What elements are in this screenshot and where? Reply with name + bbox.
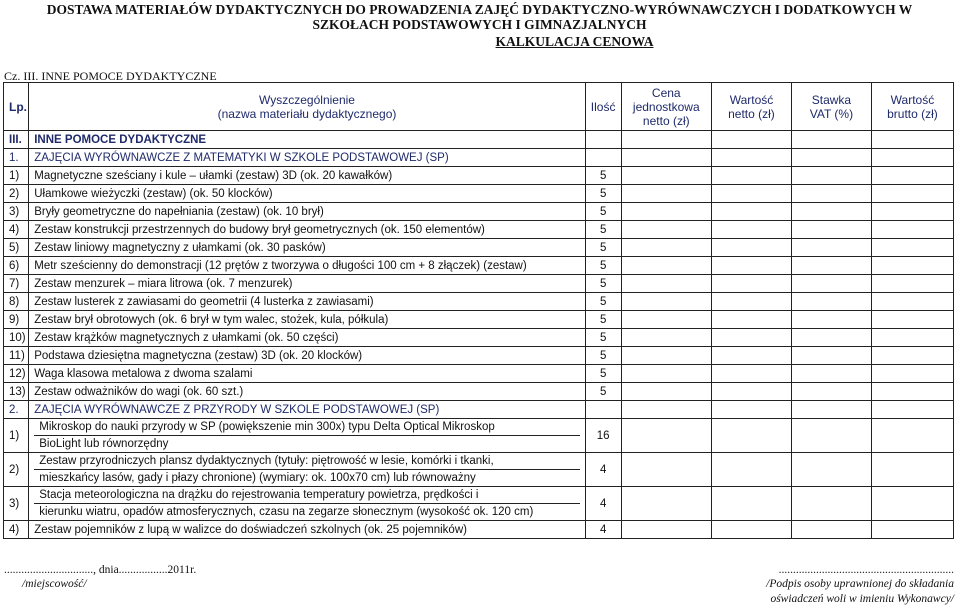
item-name: Ułamkowe wieżyczki (zestaw) (ok. 50 klocków) — [29, 185, 586, 203]
item-name-line2: BioLight lub równorzędny — [34, 435, 580, 452]
empty-cell — [871, 487, 953, 521]
table-row — [4, 419, 954, 453]
empty-cell — [871, 329, 953, 347]
empty-cell — [791, 167, 871, 185]
item-qty: 4 — [585, 453, 621, 487]
empty-cell — [712, 311, 792, 329]
item-name: Zestaw liniowy magnetyczny z ułamkami (ok. 30 pasków) — [29, 239, 586, 257]
empty-cell — [712, 239, 792, 257]
sub1-name: ZAJĘCIA WYRÓWNAWCZE Z MATEMATYKI W SZKOLE PODSTAWOWEJ (SP) — [29, 149, 586, 167]
item-lp: 2) — [4, 185, 29, 203]
empty-cell — [871, 131, 953, 149]
col-price-header-line2: jednostkowa — [632, 99, 700, 114]
item-lp: 13) — [4, 383, 29, 401]
item-lp: 12) — [4, 365, 29, 383]
group-row — [4, 131, 954, 149]
item-name: Zestaw pojemników z lupą w walizce do doświadczeń szkolnych (ok. 25 pojemników) — [29, 521, 586, 539]
empty-cell — [791, 453, 871, 487]
item-name: Bryły geometryczne do napełniania (zestaw) (ok. 10 brył) — [29, 203, 586, 221]
empty-cell — [621, 347, 711, 365]
doc-title-line2: SZKOŁACH PODSTAWOWYCH I GIMNAZJALNYCH — [312, 17, 647, 32]
table-row — [4, 203, 954, 221]
col-gross-header-line2: brutto (zł) — [887, 106, 938, 121]
empty-cell — [621, 453, 711, 487]
empty-cell — [791, 383, 871, 401]
empty-cell — [621, 521, 711, 539]
item-qty: 5 — [585, 239, 621, 257]
empty-cell — [712, 487, 792, 521]
table-row — [4, 453, 954, 487]
item-name — [29, 487, 586, 521]
subsection-row — [4, 149, 954, 167]
item-qty: 5 — [585, 185, 621, 203]
item-lp: 8) — [4, 293, 29, 311]
item-name-line1: Zestaw przyrodniczych plansz dydaktycznych (tytuły: piętrowość w lesie, komórki i tkanki, — [39, 455, 494, 467]
empty-cell — [791, 149, 871, 167]
empty-cell — [621, 149, 711, 167]
item-qty: 5 — [585, 293, 621, 311]
empty-cell — [871, 521, 953, 539]
empty-cell — [585, 401, 621, 419]
item-lp: 4) — [4, 221, 29, 239]
empty-cell — [585, 149, 621, 167]
empty-cell — [621, 401, 711, 419]
empty-cell — [871, 149, 953, 167]
signature-label-line1: /Podpis osoby uprawnionej do składania — [766, 578, 954, 590]
empty-cell — [621, 329, 711, 347]
item-name-line1: Mikroskop do nauki przyrody w SP (powiększenie min 300x) typu Delta Optical Mikroskop — [39, 421, 495, 433]
empty-cell — [871, 167, 953, 185]
empty-cell — [791, 239, 871, 257]
empty-cell — [712, 167, 792, 185]
item-lp: 2) — [4, 453, 29, 487]
empty-cell — [791, 203, 871, 221]
table-row — [4, 311, 954, 329]
table-row — [4, 239, 954, 257]
section-title: Cz. III. INNE POMOCE DYDAKTYCZNE — [4, 69, 217, 83]
empty-cell — [791, 185, 871, 203]
item-qty: 5 — [585, 167, 621, 185]
col-net-header-line2: netto (zł) — [728, 106, 775, 121]
empty-cell — [871, 419, 953, 453]
empty-cell — [791, 311, 871, 329]
items2-body — [4, 419, 954, 539]
place-date-line: ..............................., dnia.................2011r. — [4, 564, 197, 576]
col-name-header-line2: (nazwa materiału dydaktycznego) — [217, 106, 397, 121]
col-net-header-line1: Wartość — [729, 92, 774, 107]
empty-cell — [871, 347, 953, 365]
empty-cell — [621, 365, 711, 383]
item-qty: 5 — [585, 347, 621, 365]
table-row — [4, 521, 954, 539]
item-lp: 3) — [4, 203, 29, 221]
empty-cell — [621, 419, 711, 453]
signature-dots: ............................................................. — [778, 564, 954, 576]
empty-cell — [871, 453, 953, 487]
item-name: Zestaw odważników do wagi (ok. 60 szt.) — [29, 383, 586, 401]
item-qty: 5 — [585, 383, 621, 401]
sub2-lp: 2. — [4, 401, 29, 419]
item-qty: 5 — [585, 221, 621, 239]
empty-cell — [712, 365, 792, 383]
empty-cell — [712, 419, 792, 453]
table-row — [4, 257, 954, 275]
empty-cell — [621, 203, 711, 221]
table-row — [4, 293, 954, 311]
empty-cell — [621, 185, 711, 203]
table-row — [4, 167, 954, 185]
empty-cell — [791, 293, 871, 311]
empty-cell — [712, 293, 792, 311]
empty-cell — [621, 383, 711, 401]
empty-cell — [791, 487, 871, 521]
empty-cell — [791, 347, 871, 365]
item-lp: 4) — [4, 521, 29, 539]
empty-cell — [871, 203, 953, 221]
item-qty: 5 — [585, 365, 621, 383]
empty-cell — [712, 185, 792, 203]
item-name: Metr sześcienny do demonstracji (12 prętów z tworzywa o długości 100 cm + 8 złączek) (zestaw) — [29, 257, 586, 275]
col-name-header — [29, 83, 586, 131]
col-name-header-line1: Wyszczególnienie — [259, 92, 355, 107]
empty-cell — [871, 365, 953, 383]
empty-cell — [791, 257, 871, 275]
sub1-lp: 1. — [4, 149, 29, 167]
item-lp: 10) — [4, 329, 29, 347]
empty-cell — [621, 257, 711, 275]
empty-cell — [712, 521, 792, 539]
col-vat-header-line2: VAT (%) — [809, 106, 854, 121]
price-table — [3, 82, 954, 539]
sub2-name: ZAJĘCIA WYRÓWNAWCZE Z PRZYRODY W SZKOLE PODSTAWOWEJ (SP) — [29, 401, 586, 419]
empty-cell — [621, 311, 711, 329]
item-qty: 5 — [585, 311, 621, 329]
empty-cell — [585, 131, 621, 149]
empty-cell — [621, 221, 711, 239]
item-name: Podstawa dziesiętna magnetyczna (zestaw) 3D (ok. 20 klocków) — [29, 347, 586, 365]
item-qty: 5 — [585, 203, 621, 221]
table-row — [4, 329, 954, 347]
empty-cell — [712, 257, 792, 275]
col-gross-header-line1: Wartość — [890, 92, 935, 107]
item-name: Zestaw konstrukcji przestrzennych do budowy brył geometrycznych (ok. 150 elementów) — [29, 221, 586, 239]
item-lp: 7) — [4, 275, 29, 293]
item-name: Zestaw menzurek – miara litrowa (ok. 7 menzurek) — [29, 275, 586, 293]
item-name-line2: kierunku wiatru, opadów atmosferycznych, czasu na zegarze słonecznym (wysokość ok. 120 cm) — [34, 503, 580, 520]
item-lp: 1) — [4, 167, 29, 185]
place-label: /miejscowość/ — [22, 578, 87, 590]
item-qty: 4 — [585, 487, 621, 521]
doc-title-line3 — [0, 34, 959, 50]
item-qty: 5 — [585, 257, 621, 275]
item-lp: 1) — [4, 419, 29, 453]
empty-cell — [621, 275, 711, 293]
calc-title: KALKULACJA CENOWA — [495, 34, 654, 49]
empty-cell — [712, 401, 792, 419]
item-lp: 9) — [4, 311, 29, 329]
item-name: Zestaw lusterek z zawiasami do geometrii (4 lusterka z zawiasami) — [29, 293, 586, 311]
table-row — [4, 275, 954, 293]
empty-cell — [791, 365, 871, 383]
item-name: Magnetyczne sześciany i kule – ułamki (zestaw) 3D (ok. 20 kawałków) — [29, 167, 586, 185]
group-name: INNE POMOCE DYDAKTYCZNE — [29, 131, 586, 149]
item-qty: 5 — [585, 329, 621, 347]
empty-cell — [712, 347, 792, 365]
empty-cell — [871, 239, 953, 257]
col-price-header-line3: netto (zł) — [642, 113, 690, 128]
empty-cell — [871, 293, 953, 311]
empty-cell — [621, 239, 711, 257]
col-qty-header: Ilość — [585, 83, 621, 131]
empty-cell — [712, 275, 792, 293]
signature-label-line2: oświadczeń woli w imieniu Wykonawcy/ — [770, 593, 954, 605]
empty-cell — [871, 401, 953, 419]
item-name-line1: Stacja meteorologiczna na drążku do rejestrowania temperatury powietrza, prędkości i — [39, 489, 479, 501]
empty-cell — [621, 167, 711, 185]
items1-body — [4, 167, 954, 401]
empty-cell — [712, 149, 792, 167]
empty-cell — [712, 383, 792, 401]
empty-cell — [621, 293, 711, 311]
subsection-row — [4, 401, 954, 419]
empty-cell — [871, 311, 953, 329]
empty-cell — [791, 131, 871, 149]
item-lp: 5) — [4, 239, 29, 257]
col-lp-header: Lp. — [4, 83, 29, 131]
empty-cell — [791, 401, 871, 419]
item-lp: 11) — [4, 347, 29, 365]
table-row — [4, 487, 954, 521]
col-gross-header — [871, 83, 953, 131]
item-lp: 3) — [4, 487, 29, 521]
empty-cell — [791, 221, 871, 239]
item-name — [29, 453, 586, 487]
item-name-line2: mieszkańcy lasów, gady i płazy chronione) (wymiary: ok. 100x70 cm) lub równoważny — [34, 469, 580, 486]
table-row — [4, 185, 954, 203]
item-name: Waga klasowa metalowa z dwoma szalami — [29, 365, 586, 383]
empty-cell — [791, 329, 871, 347]
item-lp: 6) — [4, 257, 29, 275]
table-row — [4, 347, 954, 365]
empty-cell — [871, 257, 953, 275]
table-header-row — [4, 83, 954, 131]
item-name: Zestaw krążków magnetycznych z ułamkami (ok. 50 części) — [29, 329, 586, 347]
empty-cell — [791, 275, 871, 293]
empty-cell — [871, 275, 953, 293]
empty-cell — [712, 453, 792, 487]
group-lp: III. — [4, 131, 29, 149]
empty-cell — [871, 383, 953, 401]
col-vat-header — [791, 83, 871, 131]
item-name: Zestaw brył obrotowych (ok. 6 brył w tym walec, stożek, kula, półkula) — [29, 311, 586, 329]
col-vat-header-line1: Stawka — [811, 92, 852, 107]
col-net-header — [712, 83, 792, 131]
col-price-header-line1: Cena — [651, 85, 681, 100]
doc-title-line1: DOSTAWA MATERIAŁÓW DYDAKTYCZNYCH DO PROWADZENIA ZAJĘĆ DYDAKTYCZNO-WYRÓWNAWCZYCH I DODATKOWYCH W — [46, 2, 913, 17]
empty-cell — [621, 131, 711, 149]
col-price-header — [621, 83, 711, 131]
item-qty: 4 — [585, 521, 621, 539]
empty-cell — [712, 221, 792, 239]
empty-cell — [871, 185, 953, 203]
table-row — [4, 383, 954, 401]
empty-cell — [712, 329, 792, 347]
item-qty: 5 — [585, 275, 621, 293]
empty-cell — [791, 419, 871, 453]
empty-cell — [712, 131, 792, 149]
empty-cell — [791, 521, 871, 539]
item-qty: 16 — [585, 419, 621, 453]
item-name — [29, 419, 586, 453]
table-row — [4, 221, 954, 239]
empty-cell — [712, 203, 792, 221]
table-row — [4, 365, 954, 383]
empty-cell — [871, 221, 953, 239]
empty-cell — [621, 487, 711, 521]
